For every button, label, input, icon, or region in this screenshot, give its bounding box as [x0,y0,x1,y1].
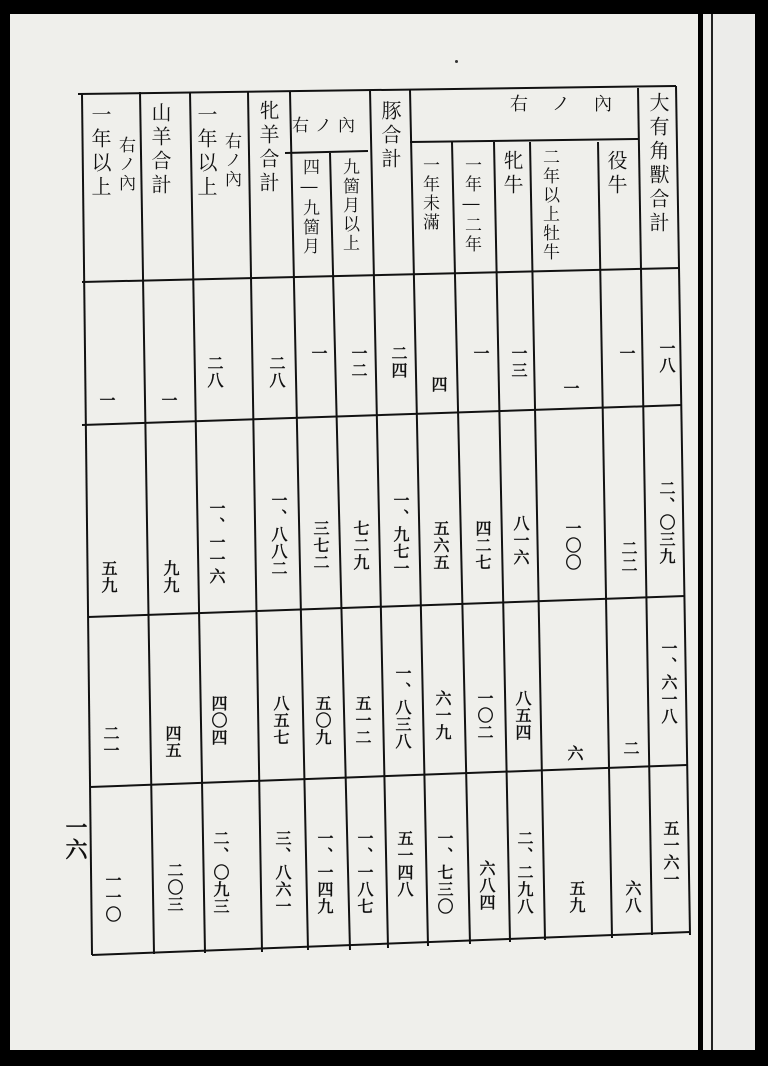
cell: 二八 [267,355,286,389]
cell: 二 [621,740,640,757]
group-header-goats: 右ノ內 [115,136,135,193]
header-9mo-plus: 九箇月以上 [339,158,359,253]
cell: 九九 [161,560,180,594]
cell: 三七二 [311,520,330,571]
cell: 一、七三〇 [435,830,454,915]
header-under-1yr: 一年未滿 [419,156,439,232]
cell: 四二七 [473,520,492,571]
header-ewe-total: 牝羊合計 [256,100,280,196]
cell: 一〇二 [475,690,494,741]
header-large-horned-total: 大有角獸合計 [646,92,670,236]
cell: 五九 [99,560,118,594]
cell: 一〇〇 [563,520,582,571]
cell: 六八四 [477,860,496,911]
page-number: 一六 [62,816,88,860]
header-bull-2yr: 二年以上牡牛 [539,148,559,262]
cell: 二、〇九三 [211,830,230,915]
header-goat-total: 山羊合計 [148,102,172,198]
cell: 四五 [163,725,182,759]
cell: 五一二 [353,695,372,746]
cell: 五九 [567,880,586,914]
cell: 六八 [623,880,642,914]
cell: 二二 [619,540,638,574]
cell: 一二 [349,345,368,379]
header-goat-1yr: 一年以上 [88,104,112,200]
header-1-2yr: 一年―二年 [461,156,481,254]
cell: 三、八六一 [273,830,292,915]
cell: 二八 [205,355,224,389]
cell: 一 [471,345,490,362]
group-header-pigs: 右ノ內 [292,116,361,136]
cell: 一、六一八 [659,640,678,725]
cell: 五〇九 [313,695,332,746]
cell: 二四 [389,345,408,379]
cell: 一八 [657,340,676,374]
cell: 一、一四九 [315,830,334,915]
cell: 二一 [101,725,120,759]
cell: 四 [429,376,448,393]
header-sheep-1yr: 一年以上 [194,104,218,200]
cell: 四〇四 [209,695,228,746]
cell: 七二九 [351,520,370,571]
cell: 六 [565,745,584,762]
cell: 一、八三八 [393,665,412,750]
header-draft-cattle: 役牛 [604,150,628,198]
cell: 五一四八 [395,830,414,898]
cell: 一 [159,392,178,409]
header-4-9mo: 四―九箇月 [299,158,319,256]
cell: 一 [97,392,116,409]
cell: 六一九 [433,690,452,741]
cell: 一 [309,345,328,362]
cell: 二〇三 [165,862,184,913]
group-header-cattle: 右ノ內 [510,94,636,115]
cell: 二、〇三九 [657,480,676,565]
cell: 一一〇 [103,872,122,923]
cell: 八五四 [513,690,532,741]
header-cow: 牝牛 [500,150,524,198]
header-pig-total: 豚合計 [378,100,402,172]
cell: 一三 [509,345,528,379]
cell: 一、九七一 [391,492,410,577]
cell: 五六五 [431,520,450,571]
cell: 八五七 [271,695,290,746]
cell: 一、一八七 [355,830,374,915]
cell: 一、一一六 [207,500,226,585]
cell: 八一六 [511,515,530,566]
group-header-sheep: 右ノ內 [221,132,241,189]
cell: 一 [561,380,580,397]
cell: 五一六一 [661,820,680,888]
cell: 一、八八二 [269,492,288,577]
cell: 二、二九八 [515,830,534,915]
cell: 一 [617,345,636,362]
